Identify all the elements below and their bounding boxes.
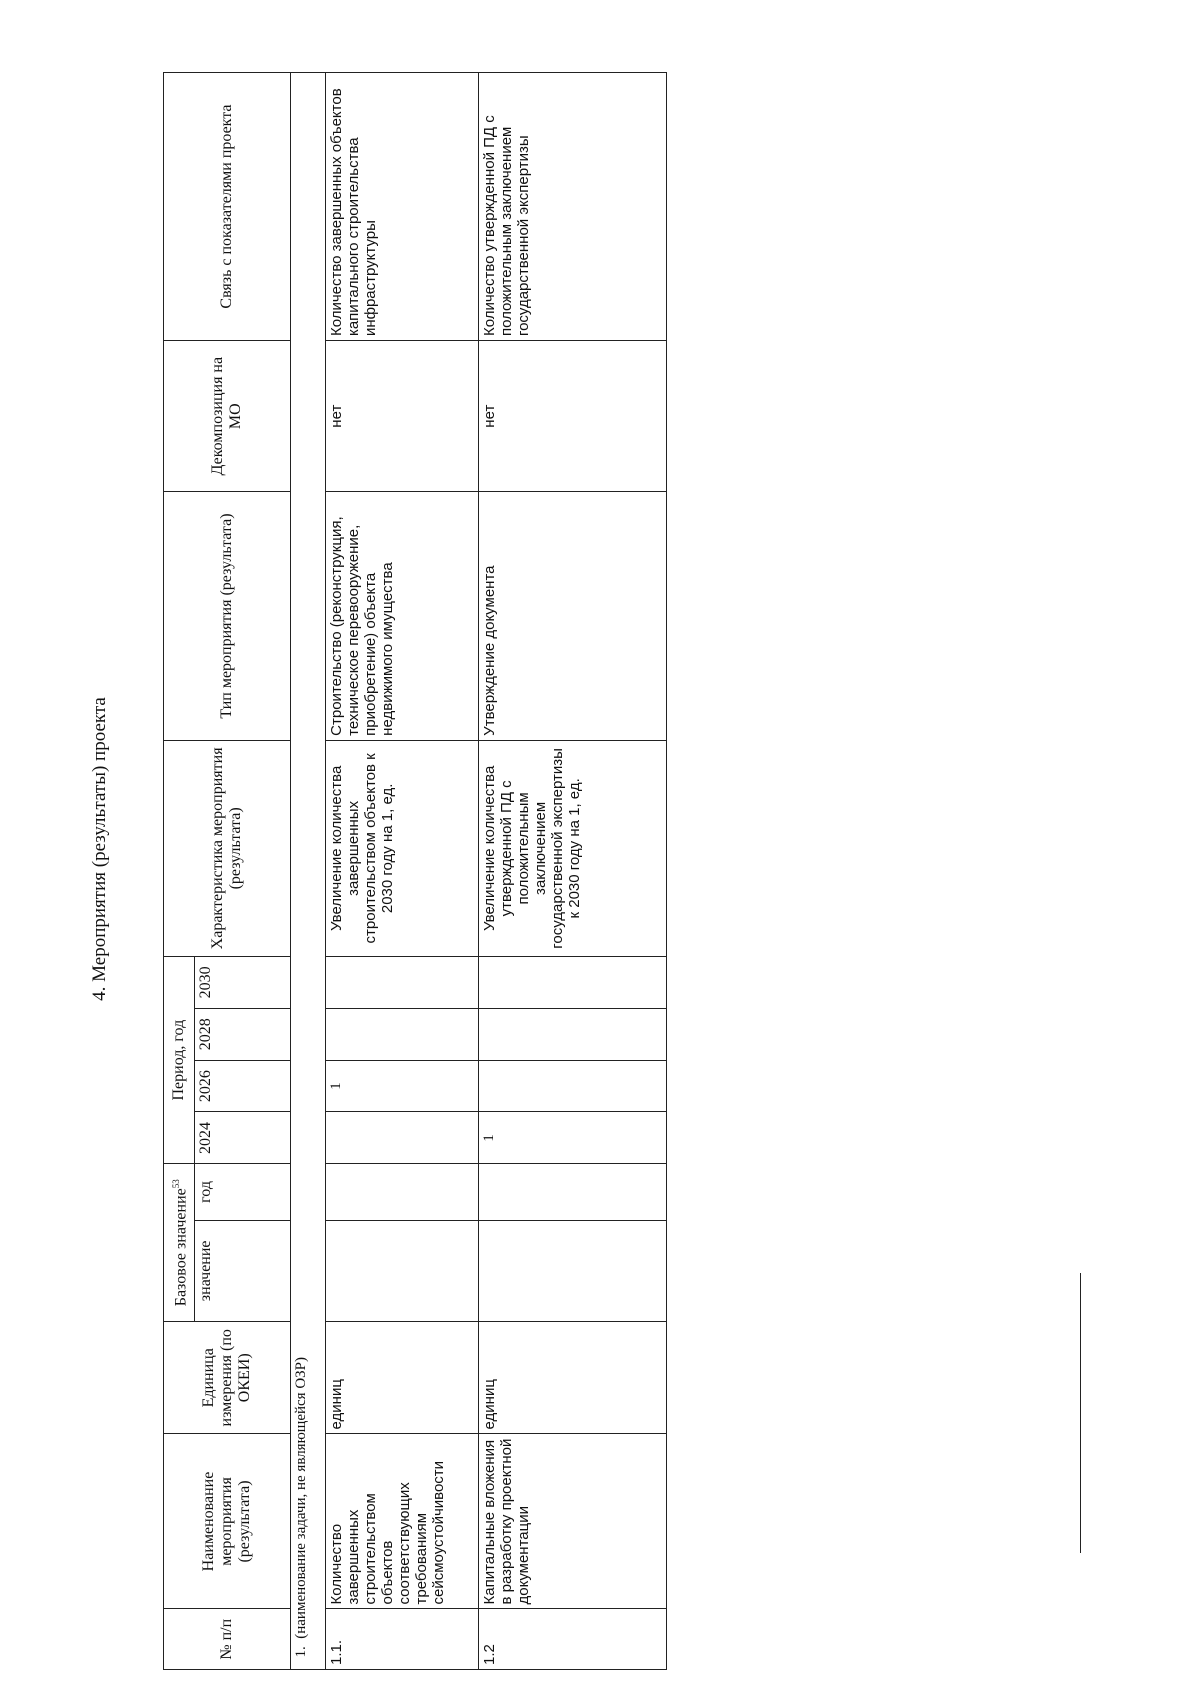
row-2024 [326,1112,479,1164]
header-unit: Единица измерения (по ОКЕИ) [164,1322,291,1434]
row-num: 1.1. [326,1609,479,1670]
row-characteristic: Увеличение количества утвержденной ПД с положительным заключением государственной экспертизы к 2030 году на 1, ед. [479,740,667,956]
row-name: Капитальные вложения в разработку проектной документации [479,1434,667,1609]
row-2028 [479,1008,667,1060]
measures-table [163,72,667,1670]
header-base-year: год [195,1164,291,1220]
task-cell [291,73,326,1670]
row-characteristic: Увеличение количества завершенных строительством объектов к 2030 году на 1, ед. [326,740,479,956]
row-decomposition: нет [479,341,667,492]
row-type: Строительство (реконструкция, техническое перевооружение, приобретение) объекта недвижимого имущества [326,492,479,741]
footnote-separator [1080,1273,1081,1553]
row-2026 [479,1060,667,1112]
header-base-value: значение [195,1220,291,1322]
row-num: 1.2 [479,1609,667,1670]
header-decomposition: Декомпозиция на МО [164,341,291,492]
row-base-year [326,1164,479,1220]
table-row [479,73,667,1670]
row-name: Количество завершенных строительством объектов соответствующих требованиям сейсмоустойчивости [326,1434,479,1609]
row-base-value [326,1220,479,1322]
footnote-ref: 53 [171,1179,182,1189]
header-link: Связь с показателями проекта [164,73,291,341]
header-year-2030: 2030 [195,956,291,1008]
row-decomposition: нет [326,341,479,492]
row-link: Количество утвержденной ПД с положительным заключением государственной экспертизы [479,73,667,341]
row-unit: единиц [326,1322,479,1434]
task-number: 1. [293,1646,309,1658]
row-unit: единиц [479,1322,667,1434]
row-base-year [479,1164,667,1220]
header-row-1 [164,73,195,1670]
row-2028 [326,1008,479,1060]
header-year-2024: 2024 [195,1112,291,1164]
header-base [164,1164,195,1322]
header-characteristic: Характеристика мероприятия (результата) [164,740,291,956]
header-type: Тип мероприятия (результата) [164,492,291,741]
row-2030 [326,956,479,1008]
header-period: Период, год [164,956,195,1163]
row-2030 [479,956,667,1008]
header-name: Наименование мероприятия (результата) [164,1434,291,1609]
row-2024: 1 [479,1112,667,1164]
section-title: 4. Мероприятия (результаты) проекта [89,697,110,1001]
task-row [291,73,326,1670]
header-base-text: Базовое значение [172,1188,190,1307]
header-year-2028: 2028 [195,1008,291,1060]
row-2026: 1 [326,1060,479,1112]
header-year-2026: 2026 [195,1060,291,1112]
table-row [326,73,479,1670]
header-num: № п/п [164,1609,291,1670]
row-type: Утверждение документа [479,492,667,741]
row-link: Количество завершенных объектов капитального строительства инфраструктуры [326,73,479,341]
task-text: (наименование задачи, не являющейся ОЗР) [293,1356,309,1639]
row-base-value [479,1220,667,1322]
